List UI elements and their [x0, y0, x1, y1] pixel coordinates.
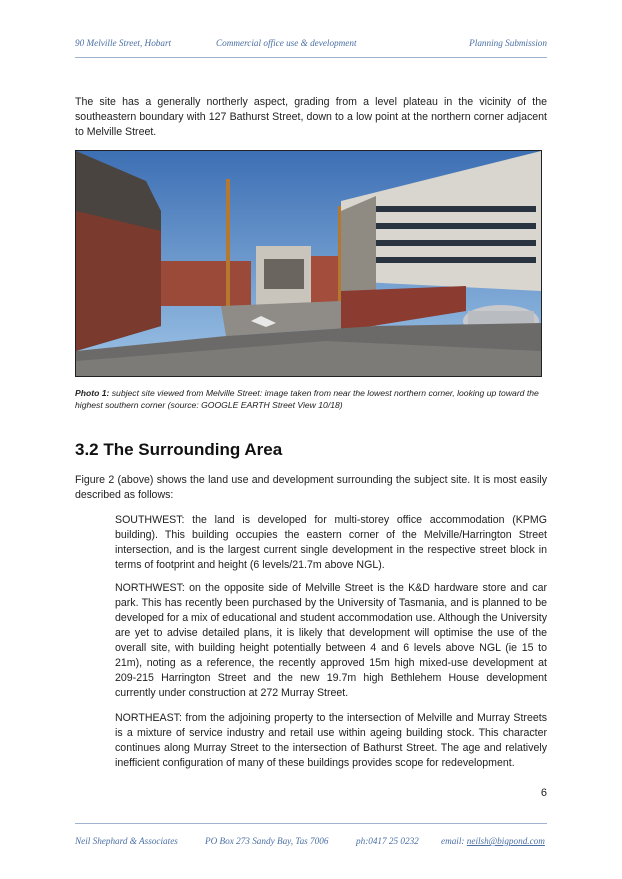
- header-doc-type: Planning Submission: [469, 38, 547, 48]
- footer-po-box: PO Box 273 Sandy Bay, Tas 7006: [205, 836, 329, 846]
- section-heading: 3.2 The Surrounding Area: [75, 440, 283, 459]
- southwest-paragraph: SOUTHWEST: the land is developed for multi-storey office accommodation (KPMG building). This building occupies the eastern corner of the Melville/Harrington Street intersection, and is the largest current single development in the respective street block in terms of footprint and height (6 levels/21.7m above NGL).: [115, 514, 547, 571]
- header-address: 90 Melville Street, Hobart: [75, 38, 172, 48]
- footer-phone: ph:0417 25 0232: [356, 836, 419, 846]
- northeast-paragraph: NORTHEAST: from the adjoining property to the intersection of Melville and Murray Streets is a mixture of service industry and retail use within ageing building stock. This character continues along Murray Street to the intersection of Bathurst Street. The age and relatively inefficient configuration of many of these buildings provides scope for redevelopment.: [115, 712, 547, 769]
- footer-rule: [75, 823, 547, 824]
- surrounding-intro: Figure 2 (above) shows the land use and development surrounding the subject site. It is most easily described as follows:: [75, 474, 547, 501]
- footer-firm: Neil Shephard & Associates: [75, 836, 178, 846]
- site-aspect-paragraph: The site has a generally northerly aspect, grading from a level plateau in the vicinity of the southeastern boundary with 127 Bathurst Street, down to a low point at the northern corner adjacent to Melville Street.: [75, 96, 547, 138]
- page-footer: [75, 836, 547, 850]
- footer-email-link[interactable]: neilsh@bigpond.com: [466, 836, 545, 846]
- caption-text: subject site viewed from Melville Street: image taken from near the lowest northern corner, looking up toward the highest southern corner (source: GOOGLE EARTH Street View 10/18): [75, 388, 539, 410]
- footer-email: [441, 836, 545, 846]
- page-header: [75, 38, 547, 54]
- footer-email-label: email:: [441, 836, 465, 846]
- street-view-photo: [75, 150, 542, 377]
- header-use: Commercial office use & development: [216, 38, 357, 48]
- header-rule: [75, 57, 547, 58]
- northwest-paragraph: NORTHWEST: on the opposite side of Melville Street is the K&D hardware store and car park. This has recently been purchased by the University of Tasmania, and is planned to be developed for a mix of educational and student accommodation use. Although the University are yet to advise detailed plans, it is likely that development will optimise the use of the overall site, with building height potentially between 4 and 6 levels above NGL (ie 15 to 21m), noting as a reference, the recently approved 15m high mixed-use development at 209-215 Harrington Street and the new 19.7m high Bethlehem House development currently under construction at 272 Murray Street.: [115, 582, 547, 699]
- photo-caption: [75, 387, 547, 411]
- caption-label: Photo 1:: [75, 388, 110, 398]
- page-number: 6: [540, 787, 547, 799]
